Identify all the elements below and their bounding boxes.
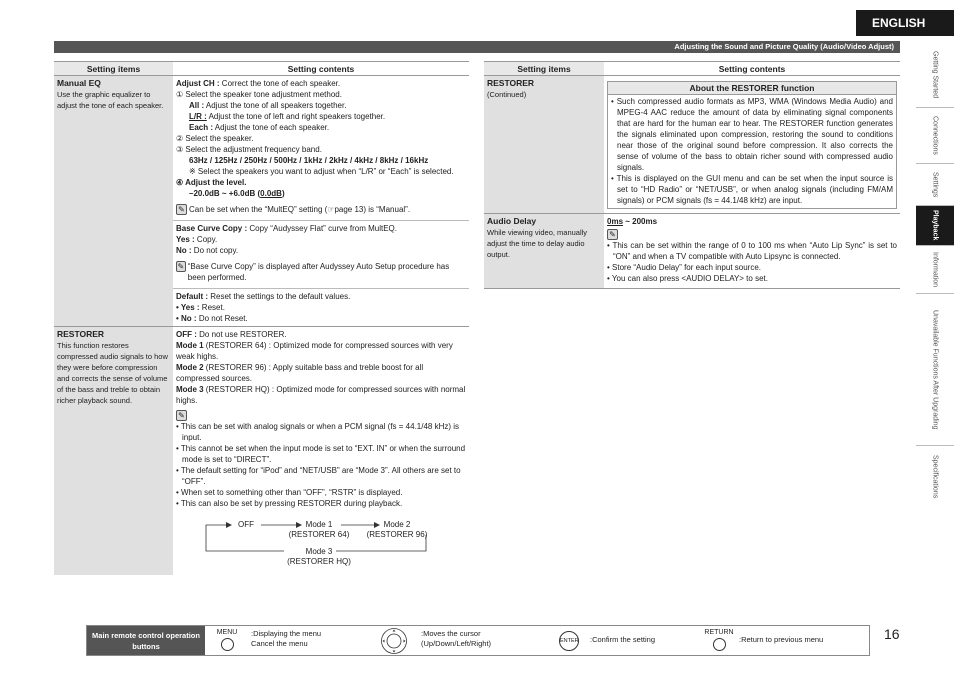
side-tab-specifications[interactable]: Specifications <box>931 455 939 499</box>
about-restorer-bullet-1: • Such compressed audio formats as MP3, WMA (Windows Media Audio) and MPEG-4 AAC reduce the amount of data by eliminating signal components that are hard for the human ear to hear. The RESTORER function generates the signals eliminated upon compression, restoring the sound to conditions near those of the original sound before compression. It also corrects the sense of volume of the bass to obtain richer sound with compressed audio signals. <box>611 97 894 172</box>
lr-label: L/R : <box>189 112 207 121</box>
audio-delay-bullet-1: • This can be set within the range of 0 to 100 ms when “Auto Lip Sync” is set to “ON” and when a TV compatible with Auto Lipsync is connected. <box>607 241 897 262</box>
side-tab-settings[interactable]: Settings <box>916 164 954 206</box>
default-yes-label: • Yes : <box>176 303 200 313</box>
note-icon: ✎ <box>607 229 618 240</box>
section-title: Adjusting the Sound and Picture Quality (Audio/Video Adjust) <box>54 41 900 53</box>
note-icon: ✎ <box>177 262 185 272</box>
restorer-row <box>54 327 469 580</box>
col-header-items: Setting items <box>54 62 173 75</box>
step-2: ② Select the speaker. <box>176 134 254 143</box>
step-1: ① Select the speaker tone adjustment method. <box>176 90 342 99</box>
manual-eq-title: Manual EQ <box>57 78 101 88</box>
default-no-text: Do not Reset. <box>198 314 248 324</box>
step-4: ④ Adjust the level. <box>176 178 247 187</box>
remote-bar-label: Main remote control operation buttons <box>87 626 205 655</box>
manual-eq-desc: Use the graphic equalizer to adjust the tone of each speaker. <box>57 90 164 110</box>
menu-button-icon <box>214 627 240 651</box>
restorer-desc: This function restores compressed audio signals to how they were before compression and corrects the sense of volume of the bass and treble to obtain richer playback sound. <box>57 341 168 406</box>
copy-no-label: No : <box>176 246 192 256</box>
mode1-text: (RESTORER 64) : Optimized mode for compressed sources with very weak highs. <box>176 341 453 362</box>
lr-text: Adjust the tone of left and right speakers together. <box>208 112 386 121</box>
step-3: ③ Select the adjustment frequency band. <box>176 145 322 154</box>
restorer-cont-title: RESTORER <box>487 78 535 88</box>
audio-delay-desc: While viewing video, manually adjust the time to delay audio output. <box>487 228 588 259</box>
menu-button-text: MENU <box>216 629 238 636</box>
language-tab: ENGLISH <box>856 10 954 36</box>
side-tab-playback[interactable]: Playback <box>916 206 954 246</box>
side-tab-getting-started[interactable]: Getting Started <box>916 42 954 108</box>
note-multeq: Can be set when the “MultEQ” setting (☞page 13) is “Manual”. <box>189 205 411 214</box>
level-close: ) <box>281 189 285 198</box>
adjust-ch-text: Correct the tone of each speaker. <box>221 79 341 88</box>
restorer-continued-row <box>484 76 900 214</box>
restorer-title: RESTORER <box>57 329 105 340</box>
cursor-text: :Moves the cursor (Up/Down/Left/Right) <box>421 629 492 648</box>
audio-delay-title: Audio Delay <box>487 216 537 226</box>
mode2-text: (RESTORER 96) : Apply suitable bass and treble boost for all compressed sources. <box>176 363 424 384</box>
about-restorer-bullet-2: • This is displayed on the GUI menu and can be set when the input source is set to “HD Radio” or “NET/USB”, or when analog signals (including FM/AM signals) or PCM signals (fs = 44.1/48 kHz) are input. <box>611 174 893 205</box>
right-settings-table <box>484 61 900 289</box>
about-restorer-title: About the RESTORER function <box>608 82 896 95</box>
col-header-contents: Setting contents <box>173 62 469 75</box>
side-tab-unavailable-functions[interactable]: Unavailable Functions After Upgrading <box>916 294 954 446</box>
mode3-label: Mode 3 <box>176 385 204 395</box>
enter-button-icon <box>559 631 579 651</box>
default-no-label: • No : <box>176 314 197 324</box>
freq-note: ※ Select the speakers you want to adjust when “L/R” or “Each” is selected. <box>189 167 454 176</box>
flow-off: OFF <box>238 519 254 529</box>
base-curve-text: Copy “Audyssey Flat” curve from MultEQ. <box>249 224 397 234</box>
each-label: Each : <box>189 123 214 132</box>
all-text: Adjust the tone of all speakers together. <box>205 101 347 110</box>
cursor-button-icon <box>380 627 408 659</box>
remote-control-bar <box>86 625 870 656</box>
restorer-note-5: • This can also be set by pressing RESTORER during playback. <box>176 498 403 508</box>
mode3-text: (RESTORER HQ) : Optimized mode for compressed sources with normal highs. <box>176 385 466 406</box>
copy-yes-text: Copy. <box>196 235 218 245</box>
return-button-icon <box>704 627 734 651</box>
copy-yes-label: Yes : <box>176 235 195 245</box>
off-label: OFF : <box>176 330 197 340</box>
note-base-curve: “Base Curve Copy” is displayed after Audyssey Auto Setup procedure has been performed. <box>187 262 450 283</box>
flow-mode1: Mode 1 (RESTORER 64) <box>288 519 350 539</box>
all-label: All : <box>189 101 205 110</box>
flow-mode3: Mode 3 (RESTORER HQ) <box>287 546 351 566</box>
audio-delay-bullet-2: • Store “Audio Delay” for each input source. <box>607 263 761 273</box>
audio-delay-default: 0ms <box>607 217 624 226</box>
note-icon: ✎ <box>176 410 187 421</box>
off-text: Do not use RESTORER. <box>199 330 287 340</box>
default-label: Default : <box>176 292 208 302</box>
mode2-label: Mode 2 <box>176 363 204 373</box>
adjust-ch-label: Adjust CH : <box>176 79 220 88</box>
level-range: –20.0dB ~ +6.0dB ( <box>189 189 261 198</box>
restorer-mode-flow <box>176 517 466 579</box>
restorer-cont-sub: (Continued) <box>487 90 527 99</box>
side-tab-information[interactable]: Information <box>916 246 954 294</box>
menu-text: :Displaying the menu Cancel the menu <box>251 629 322 648</box>
audio-delay-row <box>484 214 900 289</box>
enter-button-text: ENTER <box>559 631 579 651</box>
default-yes-text: Reset. <box>201 303 225 313</box>
audio-delay-range: ~ 200ms <box>623 217 658 226</box>
restorer-note-4: • When set to something other than “OFF”, “RSTR” is displayed. <box>176 487 403 497</box>
restorer-note-1: • This can be set with analog signals or when a PCM signal (fs = 44.1/48 kHz) is input. <box>176 421 460 442</box>
level-default: 0.0dB <box>260 189 282 198</box>
default-text: Reset the settings to the default values. <box>210 292 351 302</box>
audio-delay-bullet-3: • You can also press <AUDIO DELAY> to set. <box>607 274 768 284</box>
flow-mode2: Mode 2 (RESTORER 96) <box>366 519 428 539</box>
restorer-note-2: • This cannot be set when the input mode is set to “EXT. IN” or when the surround mode is set to “DIRECT”. <box>176 443 466 464</box>
mode1-label: Mode 1 <box>176 341 204 351</box>
manual-eq-row <box>54 76 469 327</box>
note-icon: ✎ <box>176 204 187 215</box>
left-settings-table <box>54 61 469 581</box>
side-tab-connections[interactable]: Connections <box>916 108 954 164</box>
col-header-items: Setting items <box>484 62 604 75</box>
col-header-contents: Setting contents <box>604 62 900 75</box>
return-button-text: RETURN <box>704 629 734 636</box>
copy-no-text: Do not copy. <box>193 246 239 256</box>
enter-text: :Confirm the setting <box>590 635 656 644</box>
return-text: :Return to previous menu <box>739 635 824 644</box>
restorer-note-3: • The default setting for “iPod” and “NET/USB” are “Mode 3”. All others are set to “OFF”. <box>176 465 461 486</box>
each-text: Adjust the tone of each speaker. <box>214 123 330 132</box>
side-nav <box>916 42 954 508</box>
page-number: 16 <box>884 626 900 642</box>
base-curve-label: Base Curve Copy : <box>176 224 248 234</box>
about-restorer-box <box>607 81 897 209</box>
freq-list: 63Hz / 125Hz / 250Hz / 500Hz / 1kHz / 2kHz / 4kHz / 8kHz / 16kHz <box>189 156 429 165</box>
